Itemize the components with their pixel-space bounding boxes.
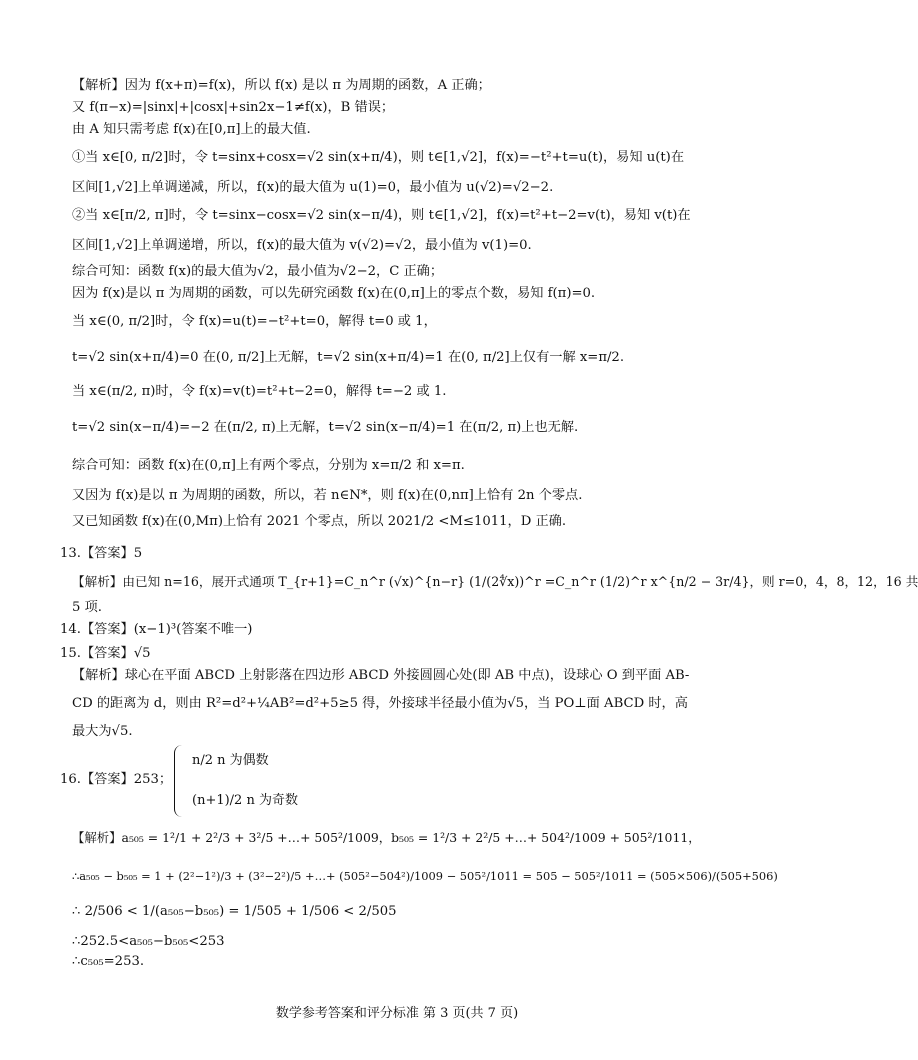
- question-16-answer: 16.【答案】253；: [60, 772, 173, 787]
- piecewise-case-odd: (n+1)/2 n 为奇数: [192, 793, 298, 808]
- piecewise-brace: [174, 745, 185, 817]
- analysis-line: 又已知函数 f(x)在(0,Mπ)上恰有 2021 个零点，所以 2021/2 <M≤1011，D 正确.: [72, 514, 567, 529]
- analysis-line: t=√2 sin(x+π/4)=0 在(0, π/2]上无解，t=√2 sin(x+π/4)=1 在(0, π/2]上仅有一解 x=π/2.: [72, 350, 625, 365]
- analysis-line: 5 项.: [72, 600, 102, 615]
- page-footer: 数学参考答案和评分标准 第 3 页(共 7 页): [275, 1006, 519, 1021]
- analysis-line: 当 x∈(0, π/2]时，令 f(x)=u(t)=−t²+t=0，解得 t=0 或 1，: [72, 314, 437, 329]
- analysis-line: 区间[1,√2]上单调递减，所以，f(x)的最大值为 u(1)=0，最小值为 u(√2)=√2−2.: [72, 180, 554, 195]
- analysis-line: ∴ 2/506 < 1/(a₅₀₅−b₅₀₅) = 1/505 + 1/506 < 2/505: [72, 904, 397, 919]
- piecewise-case-even: n/2 n 为偶数: [192, 753, 269, 768]
- question-14-answer: 14.【答案】(x−1)³(答案不唯一): [60, 622, 253, 637]
- analysis-line: 【解析】由已知 n=16，展开式通项 T_{r+1}=C_n^r (√x)^{n−r} (1/(2∜x))^r =C_n^r (1/2)^r x^{n/2 − 3r/4}，则 r=0，4，8，12，16 共: [72, 574, 918, 589]
- analysis-line: 【解析】因为 f(x+π)=f(x)，所以 f(x) 是以 π 为周期的函数，A 正确；: [72, 78, 491, 93]
- analysis-line: 当 x∈(π/2, π)时，令 f(x)=v(t)=t²+t−2=0，解得 t=−2 或 1.: [72, 384, 447, 399]
- analysis-line: 综合可知：函数 f(x)在(0,π]上有两个零点，分别为 x=π/2 和 x=π.: [72, 458, 465, 473]
- analysis-line: t=√2 sin(x−π/4)=−2 在(π/2, π)上无解，t=√2 sin(x−π/4)=1 在(π/2, π)上也无解.: [72, 420, 579, 435]
- analysis-line: ∴c₅₀₅=253.: [72, 954, 145, 969]
- analysis-line: 【解析】球心在平面 ABCD 上射影落在四边形 ABCD 外接圆圆心处(即 AB 中点)，设球心 O 到平面 AB-: [72, 668, 690, 683]
- question-13-answer: 13.【答案】5: [60, 546, 143, 561]
- analysis-line: 综合可知：函数 f(x)的最大值为√2，最小值为√2−2，C 正确；: [72, 264, 444, 279]
- analysis-line: 最大为√5.: [72, 724, 133, 739]
- analysis-line: 【解析】a₅₀₅ = 1²/1 + 2²/3 + 3²/5 +…+ 505²/1009，b₅₀₅ = 1²/3 + 2²/5 +…+ 504²/1009 + 505²/1011，: [72, 830, 701, 845]
- analysis-line: 区间[1,√2]上单调递增，所以，f(x)的最大值为 v(√2)=√2，最小值为 v(1)=0.: [72, 238, 532, 253]
- analysis-line: 又 f(π−x)=|sinx|+|cosx|+sin2x−1≠f(x)，B 错误；: [72, 100, 395, 115]
- analysis-line: 由 A 知只需考虑 f(x)在[0,π]上的最大值.: [72, 122, 311, 137]
- analysis-line: ∴a₅₀₅ − b₅₀₅ = 1 + (2²−1²)/3 + (3²−2²)/5 +…+ (505²−504²)/1009 − 505²/1011 = 505 − 505²/1011 = (505×506)/(505+506): [72, 869, 778, 883]
- analysis-line: 又因为 f(x)是以 π 为周期的函数，所以，若 n∈N*，则 f(x)在(0,nπ]上恰有 2n 个零点.: [72, 488, 583, 503]
- analysis-line: ∴252.5<a₅₀₅−b₅₀₅<253: [72, 934, 225, 949]
- analysis-line: 因为 f(x)是以 π 为周期的函数，可以先研究函数 f(x)在(0,π]上的零点个数，易知 f(π)=0.: [72, 286, 596, 301]
- analysis-line: ②当 x∈[π/2, π]时，令 t=sinx−cosx=√2 sin(x−π/4)，则 t∈[1,√2]，f(x)=t²+t−2=v(t)，易知 v(t)在: [72, 208, 691, 223]
- analysis-line: CD 的距离为 d，则由 R²=d²+¼AB²=d²+5≥5 得，外接球半径最小值为√5，当 PO⊥面 ABCD 时，高: [72, 696, 688, 711]
- analysis-line: ①当 x∈[0, π/2]时，令 t=sinx+cosx=√2 sin(x+π/4)，则 t∈[1,√2]，f(x)=−t²+t=u(t)，易知 u(t)在: [72, 150, 685, 165]
- question-15-answer: 15.【答案】√5: [60, 646, 151, 661]
